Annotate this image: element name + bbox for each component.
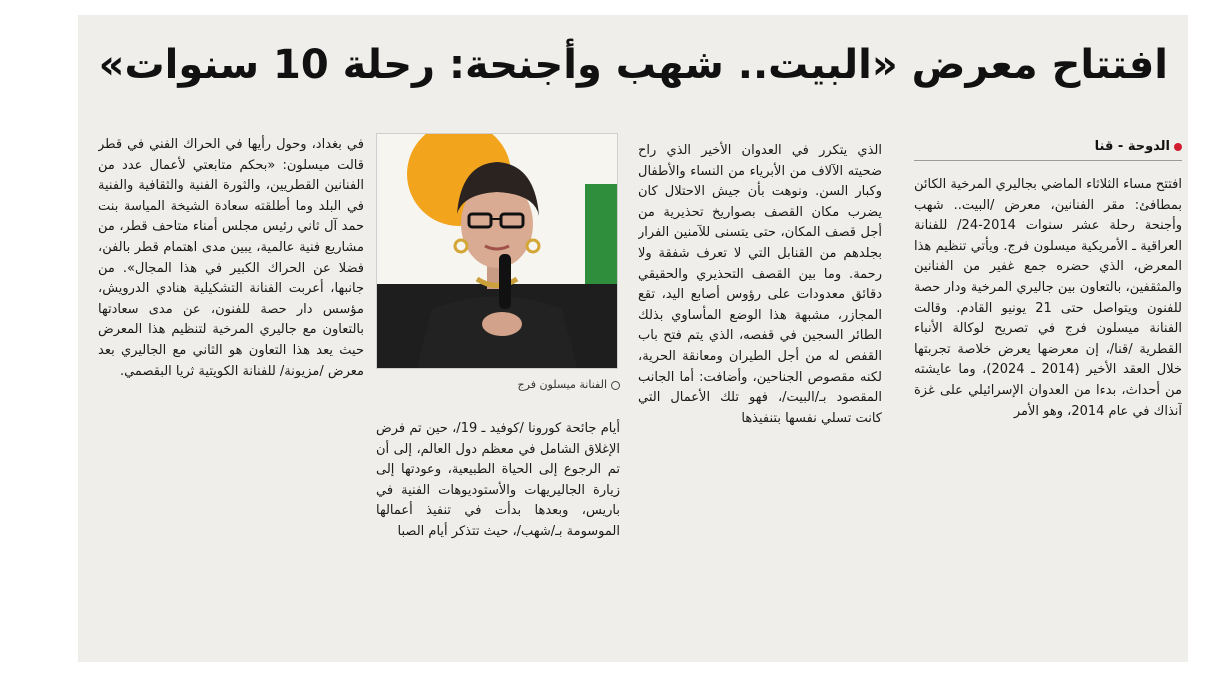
column-3-text: أيام جائحة كورونا /كوفيد ـ 19/، حين تم فرض الإغلاق الشامل في معظم دول العالم، إلى أن تم الرجوع إلى الحياة الطبيعية، وعودتها إلى زيارة الجاليريهات والأستوديوهات الفنية في باريس، وبعدها بدأت في تنفيذ أعمالها الموسومة بـ/شهب/، حيث تتذكر أيام الصبا	[376, 421, 620, 539]
article-headline: افتتاح معرض «البيت.. شهب وأجنحة: رحلة 10 سنوات»	[98, 42, 1168, 88]
caption-ring-icon	[611, 381, 620, 390]
newspaper-clipping	[78, 15, 1188, 662]
artist-photo	[376, 133, 618, 369]
photo-caption	[376, 377, 620, 393]
photo-caption-text: الفنانة ميسلون فرج	[517, 378, 607, 391]
bullet-dot-icon	[1174, 143, 1182, 151]
column-2-text: الذي يتكرر في العدوان الأخير الذي راح ضحيته الآلاف من الأبرياء من النساء والأطفال وكبار السن. ونوهت بأن جيش الاحتلال كان يضرب مكان القصف بصواريخ تحذيرية من أجل قصف المكان، حتى يتسنى للآمنين الفرار بجلدهم من القنابل التي لا تعرف شفقة ولا رحمة. وما بين القصف التحذيري والحقيقي دقائق معدودات على رؤوس أصابع اليد، تقع المجازر، مشبهة هذا الوضع المأساوي بذلك الطائر السجين في قفصه، الذي يتم فتح باب القفص له من أجل الطيران ومعانقة الحرية، لكنه مقصوص الجناحين، وأضافت: أما الجانب المقصود بـ/البيت/، فهو تلك الأعمال التي كانت تسلي نفسها بتنفيذها	[638, 143, 882, 426]
article-column-3	[376, 419, 620, 631]
column-1-text: افتتح مساء الثلاثاء الماضي بجاليري المرخية الكائن بمطافئ: مقر الفنانين، معرض /البيت.. شهب وأجنحة رحلة عشر سنوات 2014-24/ للفنانة العراقية ـ الأمريكية ميسلون فرج. ويأتي تنظيم هذا المعرض، الذي حضره جمع غفير من الفنانين والمثقفين، بالتعاون بين جاليري المرخية ودار حصة للفنون ويتواصل حتى 21 يونيو القادم. وقالت الفنانة ميسلون فرج في تصريح لوكالة الأنباء القطرية /قنا/، إن معرضها يعرض خلاصة تجربتها خلال العقد الأخير (2014 ـ 2024)، وما عايشته من أحداث، بدءا من العدوان الإسرائيلي على غزة آنذاك في عام 2014، وهو الأمر	[914, 177, 1182, 419]
dateline-divider	[914, 160, 1182, 161]
article-column-4	[98, 135, 364, 650]
article-column-1	[914, 175, 1182, 645]
dateline-text: الدوحة - قنا	[1094, 139, 1170, 154]
dateline	[914, 137, 1182, 157]
column-4-text: في بغداد، وحول رأيها في الحراك الفني في قطر قالت ميسلون: «بحكم متابعتي لأعمال عدد من الفنانين القطريين، والثورة الفنية والثقافية والفنية في البلد وما أطلقته سعادة الشيخة المياسة بنت حمد آل ثاني رئيس مجلس أمناء متاحف قطر، من مشاريع فنية عالمية، يبين مدى اهتمام قطر بالفن، فضلا عن الحراك الكبير في هذا المجال». من جانبها، أعربت الفنانة التشكيلية هنادي الدرويش، مؤسس دار حصة للفنون، عن مدى سعادتها بالتعاون مع جاليري المرخية لتنظيم هذا المعرض حيث يعد هذا التعاون هو الثاني مع الجاليري بعد معرض /مزيونة/ للفنانة الكويتية ثريا البقصمي.	[98, 137, 364, 379]
article-column-2	[638, 141, 882, 656]
